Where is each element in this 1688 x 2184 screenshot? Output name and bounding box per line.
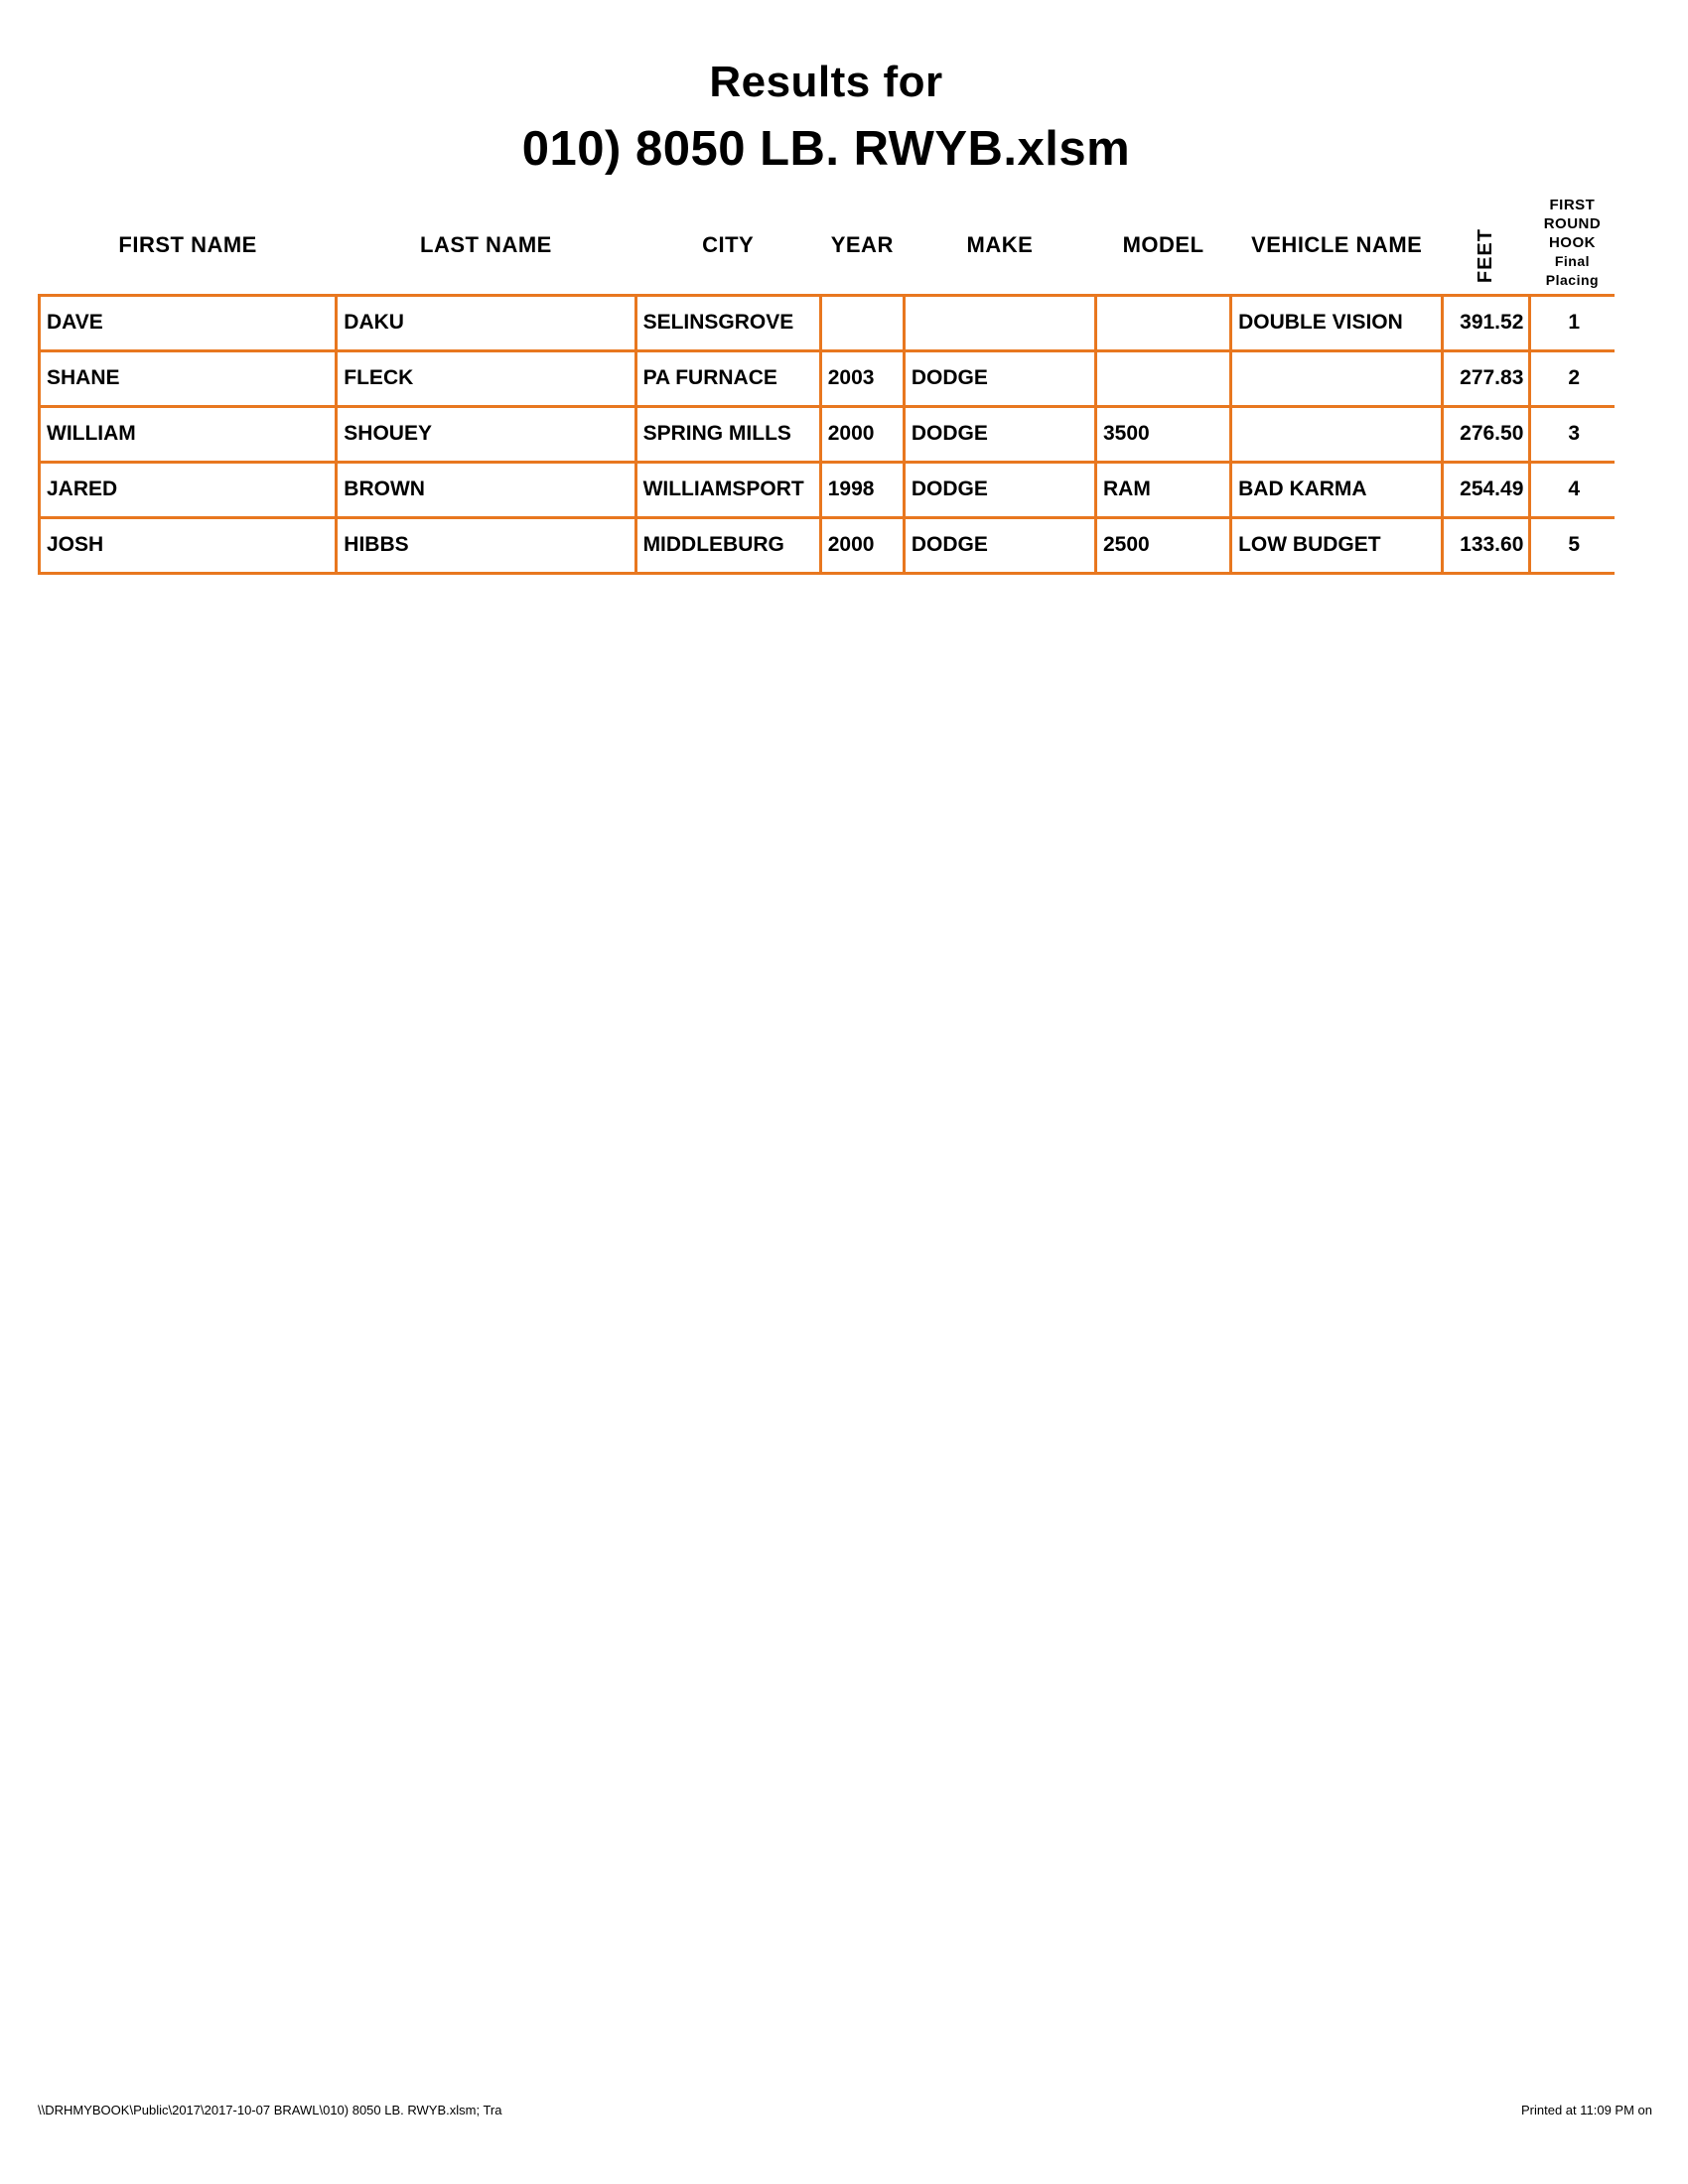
placing-header-line-first: FIRST xyxy=(1549,196,1596,213)
cell-vehicle-name: LOW BUDGET xyxy=(1231,517,1443,573)
cell-first-name: DAVE xyxy=(40,295,337,350)
cell-model: 3500 xyxy=(1095,406,1230,462)
cell-vehicle-name xyxy=(1231,406,1443,462)
placing-header-line-round: ROUND xyxy=(1543,214,1602,232)
cell-first-name: JOSH xyxy=(40,517,337,573)
cell-city: SELINSGROVE xyxy=(635,295,820,350)
footer-printed-timestamp: Printed at 11:09 PM on xyxy=(1520,2103,1652,2117)
cell-first-name: JARED xyxy=(40,462,337,517)
cell-feet: 391.52 xyxy=(1443,295,1530,350)
cell-model xyxy=(1095,350,1230,406)
cell-feet: 276.50 xyxy=(1443,406,1530,462)
header-city: CITY xyxy=(702,231,755,257)
cell-year: 2000 xyxy=(820,517,904,573)
cell-make: DODGE xyxy=(904,462,1095,517)
page-title-line2: 010) 8050 LB. RWYB.xlsm xyxy=(521,122,1131,176)
cell-first-name: SHANE xyxy=(40,350,337,406)
cell-city: PA FURNACE xyxy=(635,350,820,406)
cell-make xyxy=(904,295,1095,350)
cell-make: DODGE xyxy=(904,517,1095,573)
cell-placing: 3 xyxy=(1530,406,1615,462)
placing-header-line-final: Final xyxy=(1554,252,1591,269)
cell-city: MIDDLEBURG xyxy=(635,517,820,573)
header-feet xyxy=(1443,189,1530,295)
header-year: YEAR xyxy=(830,231,894,257)
cell-model: 2500 xyxy=(1095,517,1230,573)
cell-city: WILLIAMSPORT xyxy=(635,462,820,517)
cell-last-name: FLECK xyxy=(337,350,635,406)
cell-vehicle-name xyxy=(1231,350,1443,406)
cell-placing: 1 xyxy=(1530,295,1615,350)
cell-last-name: HIBBS xyxy=(337,517,635,573)
results-table xyxy=(38,189,1615,575)
footer-file-path: \\DRHMYBOOK\Public\2017\2017-10-07 BRAWL\010) 8050 LB. RWYB.xlsm; Tra xyxy=(38,2103,502,2117)
cell-last-name: DAKU xyxy=(337,295,635,350)
feet-vertical-label: FEET xyxy=(1475,228,1497,284)
cell-first-name: WILLIAM xyxy=(40,406,337,462)
table-row xyxy=(40,517,1616,573)
cell-last-name: SHOUEY xyxy=(337,406,635,462)
cell-year xyxy=(820,295,904,350)
header-first-round-hook-placing xyxy=(1530,189,1615,295)
cell-vehicle-name: BAD KARMA xyxy=(1231,462,1443,517)
header-last-name: LAST NAME xyxy=(420,231,552,257)
table-row xyxy=(40,462,1616,517)
header-first-name: FIRST NAME xyxy=(118,231,257,257)
cell-year: 2000 xyxy=(820,406,904,462)
cell-city: SPRING MILLS xyxy=(635,406,820,462)
table-row xyxy=(40,350,1616,406)
cell-year: 2003 xyxy=(820,350,904,406)
cell-placing: 2 xyxy=(1530,350,1615,406)
placing-header-line-hook: HOOK xyxy=(1548,233,1596,251)
cell-feet: 277.83 xyxy=(1443,350,1530,406)
cell-last-name: BROWN xyxy=(337,462,635,517)
cell-make: DODGE xyxy=(904,350,1095,406)
cell-model: RAM xyxy=(1095,462,1230,517)
header-row xyxy=(40,189,1616,295)
cell-make: DODGE xyxy=(904,406,1095,462)
cell-model xyxy=(1095,295,1230,350)
header-make: MAKE xyxy=(966,231,1034,257)
table-row xyxy=(40,295,1616,350)
cell-vehicle-name: DOUBLE VISION xyxy=(1231,295,1443,350)
page-title xyxy=(41,58,1612,177)
placing-header-line-placing: Placing xyxy=(1545,271,1600,288)
page-title-line1: Results for xyxy=(709,58,943,106)
cell-placing: 4 xyxy=(1530,462,1615,517)
cell-year: 1998 xyxy=(820,462,904,517)
cell-placing: 5 xyxy=(1530,517,1615,573)
placing-header-lines xyxy=(1530,196,1615,290)
cell-feet: 254.49 xyxy=(1443,462,1530,517)
cell-feet: 133.60 xyxy=(1443,517,1530,573)
header-vehicle-name: VEHICLE NAME xyxy=(1251,231,1423,257)
header-model: MODEL xyxy=(1122,231,1204,257)
table-row xyxy=(40,406,1616,462)
